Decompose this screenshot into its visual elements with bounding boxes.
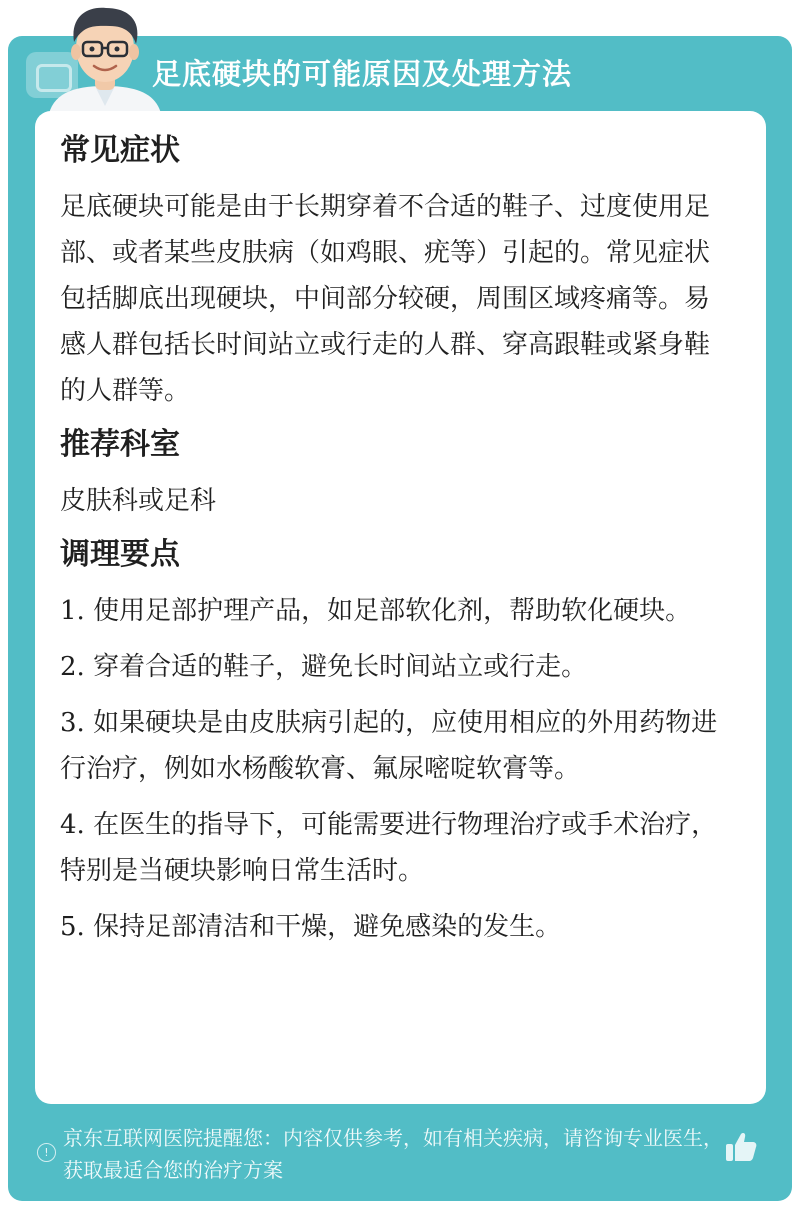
care-list [60,588,726,950]
symptoms-heading: 常见症状 [60,133,180,168]
article-content [60,128,726,960]
doctor-avatar [40,2,170,118]
list-item-text: 在医生的指导下，可能需要进行物理治疗或手术治疗，特别是当硬块影响日常生活时。 [60,810,718,886]
list-item [60,588,726,634]
list-item-text: 使用足部护理产品，如足部软化剂，帮助软化硬块。 [93,596,692,626]
list-item-text: 穿着合适的鞋子，避免长时间站立或行走。 [93,652,588,682]
list-item-text: 保持足部清洁和干燥，避免感染的发生。 [93,912,562,942]
list-item-number: 3. [60,708,85,738]
list-item-number: 1. [60,596,85,626]
symptoms-text: 足底硬块可能是由于长期穿着不合适的鞋子、过度使用足部、或者某些皮肤病（如鸡眼、疣等）引起的。常见症状包括脚底出现硬块，中间部分较硬，周围区域疼痛等。易感人群包括长时间站立或行走的人群、穿高跟鞋或紧身鞋的人群等。 [60,192,711,406]
department-text: 皮肤科或足科 [60,486,217,516]
thumbs-up-icon[interactable] [722,1128,760,1166]
care-heading: 调理要点 [60,537,180,572]
department-heading: 推荐科室 [60,427,180,462]
list-item-number: 2. [60,652,85,682]
info-icon: ! [37,1143,56,1162]
list-item-number: 4. [60,810,85,840]
footer-disclaimer: 京东互联网医院提醒您：内容仅供参考，如有相关疾病，请咨询专业医生，获取最适合您的治疗方案 [63,1126,723,1182]
list-item [60,700,726,792]
list-item [60,802,726,894]
page-title: 足底硬块的可能原因及处理方法 [152,57,573,91]
list-item-text: 如果硬块是由皮肤病引起的，应使用相应的外用药物进行治疗，例如水杨酸软膏、氟尿嘧啶软膏等。 [60,708,718,784]
list-item-number: 5. [60,912,85,942]
list-item [60,644,726,690]
list-item [60,904,726,950]
